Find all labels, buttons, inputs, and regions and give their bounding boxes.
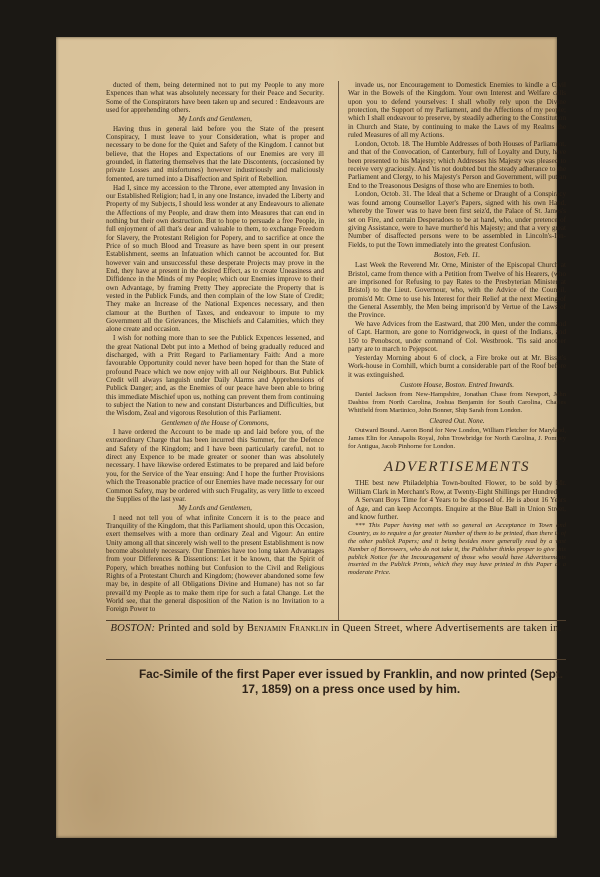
news-item: London, Octob. 18. The Humble Addresses of both Houses of Parliament, and that of the Convocation, of Canterbury, full of Loyalty and Duty, have been presented to his Majesty; which Addresses his Majesty was pleased to receive very graciously. And 'tis not doubted but the steady adherance to the Parliament and Clergy, to his Majesty's Person and Government, will put an End to the Treasonous Designs of those who are Enemies to both. xyxy=(348,139,566,190)
dateline: Boston, Feb. 11. xyxy=(433,250,481,259)
section-heading: My Lords and Gentlemen, xyxy=(178,115,252,124)
newspaper-page xyxy=(56,37,566,838)
left-paragraph: I need not tell you of what infinite Concern it is to the peace and Tranquility of the Kingdom, that this Parliament should, upon this Occasion, exert themselves with a more than ordinary Zeal and Vigour: An entire Unity among all that sincerely wish well to the present Establishment is now become absolutely necessary. Our Enemies have too long taken Advantages from your Differences & Dissentions: Let it be known, that the Spirit of Popery, which breathes nothing but Confusion to the Civil and Religious Rights of a Protestant Church and Kingdom; (however abandoned some few may be, in despite of all Obligations Divine and Humane) has not so far prevail'd my People as to make them ripe for such a fatal Change. Let the World see, that the general disposition of the Nation is no Invitation to a Foreign Power to xyxy=(106,513,324,614)
section-heading: Gentlemen of the House of Commons, xyxy=(161,418,269,427)
printer-name: Benjamin Franklin xyxy=(246,623,329,634)
facsimile-note: Fac-Simile of the first Paper ever issued by Franklin, and now printed (Sept. 17, 1859) on a press once used by him. xyxy=(138,667,564,696)
publisher-notice: *** This Paper having met with so general an Acceptance in Town and Country, as to require a far greater Number of them to be printed, than there is of the other publick Papers; and it being besides more generally read by a vast Number of Borrowers, who do not take it, the Publisher thinks proper to give this publick Notice for the Incouragement of those who would have Advertisements inserted in the Publick Prints, which they may have printed in this Paper at a moderate Price. xyxy=(348,521,566,577)
news-item: Last Week the Reverend Mr. Orne, Minister of the Episcopal Church at Bristol, came from thence with a Petition from Twelve of his Hearers, (who are imprisoned for Refusing to pay Rates to the Presbyterian Minister at Bristol) to the Lieut. Governour, who, with the Advice of the Council, promis'd Mr. Orne to use his Interest for their Relief at the next Meeting of the General Assembly, the Men being imprison'd by Vertue of the Laws of the Province. xyxy=(348,261,566,320)
news-item: Yesterday Morning about 6 of clock, a Fire broke out at Mr. Bisset's Work-house in Cornhill, which burnt a considerable part of the Roof before it was extinguished. xyxy=(348,354,566,379)
left-column xyxy=(106,81,324,619)
custom-house-heading: Custom House, Boston. Entred Inwards. xyxy=(400,381,514,390)
news-item: We have Advices from the Eastward, that 200 Men, under the command of Capt. Harmon, are gone to Norridgewock, in quest of the Indians, and 150 to Penobscot, under command of Col. Westbrook. 'Tis said another party are to march to Pejepscot. xyxy=(348,320,566,354)
section-heading: My Lords and Gentlemen, xyxy=(178,504,252,513)
imprint-place: BOSTON: xyxy=(110,623,156,634)
advertisements-title: ADVERTISEMENTS xyxy=(384,459,530,476)
imprint-text: Printed and sold by xyxy=(158,623,245,634)
imprint-bottom-rule xyxy=(106,659,566,660)
imprint-top-rule xyxy=(106,620,566,621)
advertisement: THE best new Philadelphia Town-boulted Flower, to be sold by Mr. William Clark in Merchant's Row, at Twenty-Eight Shillings per Hundred. xyxy=(348,479,566,496)
left-paragraph: Had I, since my accession to the Throne, ever attempted any Invasion in our Established Religion; had I, in any one Instance, invaded the Liberty and Property of my Subjects, I should less wonder at any Endeavours to alienate the Affections of my People, and draw them into Measures that can end in nothing but their own destruction. But to hope to persuade a free People, in full enjoyment of all that's dear and valuable to them, to exchange Freedom for Slavery, the Protestant Religion for Popery, and to sacrifice at once the Price of so much Blood and Treasure as have been spent in our present Establishment, seems an Infatuation which cannot be accounted for. But however vain and unsuccessful these desperate Projects may prove in the End, they have at present in the desired Effect, as to create Uneasiness and Diffidence in the Minds of my People; which our Enemies improve to their own Advantage, by framing Pretty They appreciate the Property that is vested in the Publick Funds, and then complain of the low State of Credit; They make an Increase of the National Expences necessary, and then clamour at the Burthen of Taxes, and endeavour to impute to my Government all the Grievances, the Mischiefs and Calamities, which they alone create and occasion. xyxy=(106,183,324,334)
imprint-text: in Queen Street, where Advertisements are taken in. xyxy=(330,623,562,634)
left-paragraph: I wish for nothing more than to see the Publick Expences lessened, and the great National Debt put into a Method of being gradually reduced and discharged, with a Pritt Regard to Parliamentary Faith: And a more favourable Opportunity could never have been hoped for than the State of profound Peace which we now enjoy with all our Neighbours. But Publick Credit will always languish under Daily Alarms and Apprehensions of Publick Danger; and, as the Enemies of our peace have been able to bring this immediate Mischief upon us, nothing can prevent them from continuing to subject the Nation to new and constant Disturbances and Difficulties, but the Wisdom, Zeal and vigorous Resolution of this Parliament. xyxy=(106,334,324,418)
left-paragraph: I have ordered the Account to be made up and laid before you, of the extraordinary Charge that has been incurred this Summer, for the Defence and Safety of the Kingdom; and I have been particularly careful, not to direct any Expence to be made greater or sooner than was absolutely necessary. I have likewise ordered Estimates to be prepared and laid before you, for the Service of the Year ensuing: And I hope the further Provisions which the Treasonable practice of our Enemies have made necessary for our Common Safety, may be ordered with such Frugality, as very little to exceed the Supplies of the last year. xyxy=(106,428,324,503)
right-paragraph: invade us, nor Encouragement to Domestick Enemies to kindle a Civil War in the Bowels of the Kingdom. Your own Interest and Welfare calls upon you to defend yourselves: I shall wholly rely upon the Divine protection, the Support of my Parliament, and the Affections of my people; which I shall endeavour to preserve, by steadily adhering to the Constitution in Church and State, by continuing to make the Laws of my Realms the ruled Measures of all my Actions. xyxy=(348,81,566,140)
outward-bound: Outward Bound. Aaron Bond for New London, William Fletcher for Maryland, James Elin for Annapolis Royal, John Trowbridge for North Carolina, J. Pompey for Antigua, Jacob Pinhorne for London. xyxy=(348,427,566,451)
right-column xyxy=(348,81,566,619)
entered-ships: Daniel Jackson from New-Hampshire, Jonathan Chase from Newport, John Dashiss from North Carolina, Joshua Benjamin for South Carolina, Charles Whitfield from Martinico, John Bonner, Ship Sarah from London. xyxy=(348,391,566,415)
column-divider xyxy=(338,81,339,621)
left-paragraph: Having thus in general laid before you the State of the present Conspiracy, I must leave to your Consideration, what is proper and necessary to be done for the Quiet and Safety of the Kingdom. I cannot but believe, that the Hopes and Expectations of our Enemies are very ill grounded, in flattering themselves that the late Discontents, (occasioned by private Losses and misfortunes) however industriously and maliciously fomented, are turned into a Disaffection and Spirit of Rebellion. xyxy=(106,124,324,183)
cleared-out: Cleared Out. None. xyxy=(429,417,485,426)
imprint xyxy=(106,622,566,636)
advertisement: A Servant Boys Time for 4 Years to be disposed of. He is about 16 Years of Age, and can keep Accompts. Enquire at the Blue Ball in Union Street, and know further. xyxy=(348,496,566,522)
news-item: London, Octob. 31. The Ideal that a Scheme or Draught of a Conspiracy was found among Counsellor Layer's Papers, signed with his own Hand, whereby the Tower was to have been first seiz'd, the Palace of St. James's set on Fire, and certain Desperadoes to be at hand, who, under pretence of giving Assistance, were to have murther'd his Majesty; and that a very great Number of disaffected persons were to be assembled in Lincoln's-Inn-Fields, to put the Town immediately into the greatest Confusion. xyxy=(348,190,566,249)
left-paragraph: ducted of them, being determined not to put my People to any more Expences than what was absolutely necessary for their Peace and Security. Some of the Conspirators have been taken up and secured : Endeavours are used for apprehending others. xyxy=(106,81,324,115)
